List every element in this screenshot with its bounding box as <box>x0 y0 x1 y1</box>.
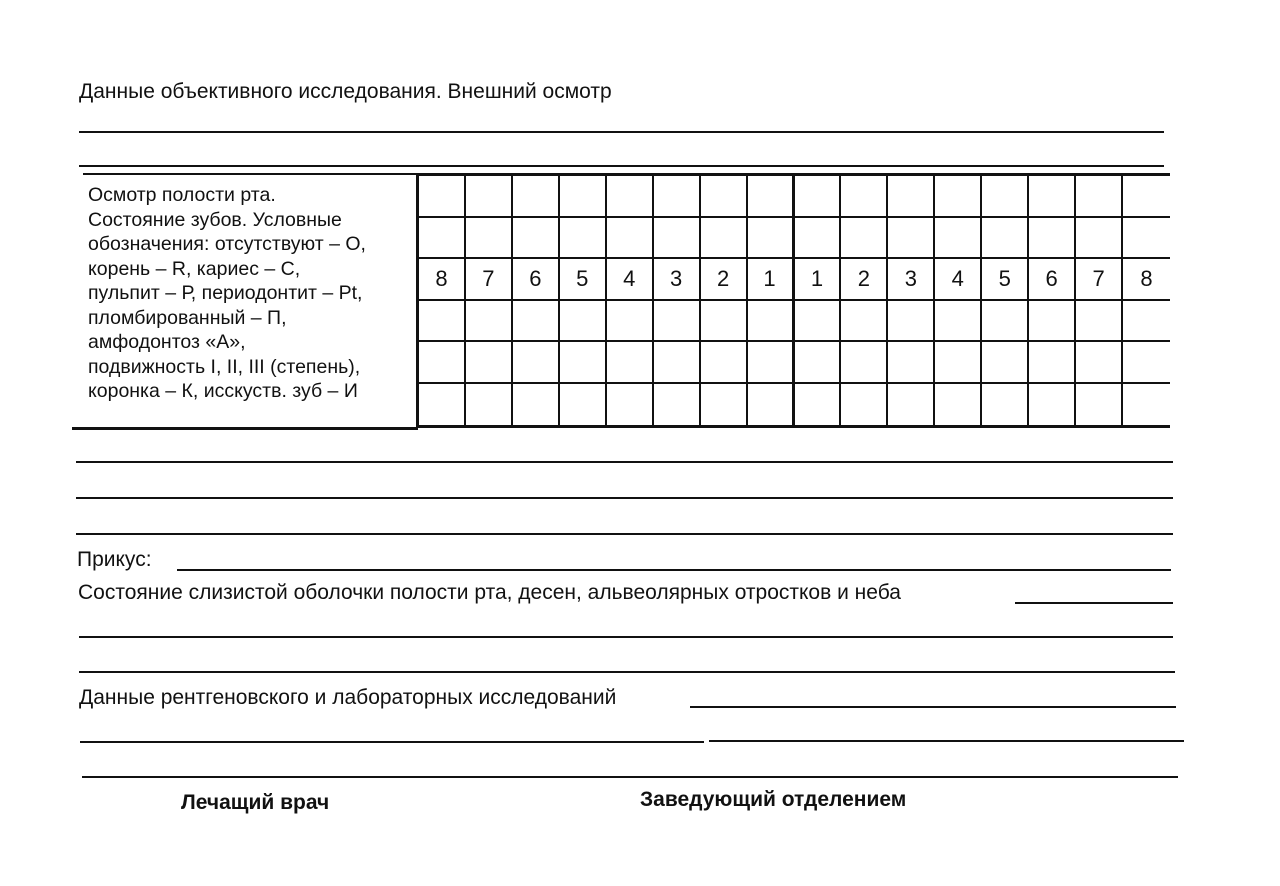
tooth-status-cell[interactable] <box>466 218 513 260</box>
tooth-number-cell: 5 <box>560 259 607 301</box>
xray-field-line[interactable] <box>690 706 1176 708</box>
tooth-status-cell[interactable] <box>935 176 982 218</box>
tooth-status-cell[interactable] <box>795 342 842 384</box>
tooth-status-cell[interactable] <box>466 342 513 384</box>
tooth-number-cell: 7 <box>1076 259 1123 301</box>
attending-doctor-label: Лечащий врач <box>181 791 330 814</box>
tooth-status-cell[interactable] <box>419 176 466 218</box>
tooth-legend-line: корень – R, кариес – С, <box>88 257 301 280</box>
xray-line-right[interactable] <box>709 740 1184 742</box>
tooth-legend-line: амфодонтоз «А», <box>88 331 246 353</box>
tooth-status-cell[interactable] <box>935 218 982 260</box>
tooth-number-cell: 2 <box>841 259 888 301</box>
tooth-status-cell[interactable] <box>748 342 795 384</box>
tooth-status-cell[interactable] <box>841 301 888 343</box>
tooth-number-cell: 3 <box>654 259 701 301</box>
tooth-status-cell[interactable] <box>982 176 1029 218</box>
tooth-legend-line: Состояние зубов. Условные <box>88 208 342 231</box>
tooth-status-cell[interactable] <box>841 218 888 260</box>
tooth-status-cell[interactable] <box>982 218 1029 260</box>
tooth-status-cell[interactable] <box>795 176 842 218</box>
tooth-status-cell[interactable] <box>888 176 935 218</box>
tooth-status-cell[interactable] <box>795 301 842 343</box>
tooth-legend-line: обозначения: отсутствуют – О, <box>88 233 366 255</box>
head-of-department-label: Заведующий отделением <box>640 788 907 811</box>
tooth-status-cell[interactable] <box>982 384 1029 426</box>
tooth-status-cell[interactable] <box>513 301 560 343</box>
xray-line-3[interactable] <box>82 776 1178 778</box>
tooth-status-cell[interactable] <box>607 301 654 343</box>
tooth-status-cell[interactable] <box>1029 176 1076 218</box>
tooth-number-cell: 8 <box>419 259 466 301</box>
tooth-status-cell[interactable] <box>935 301 982 343</box>
tooth-status-cell[interactable] <box>419 342 466 384</box>
tooth-status-cell[interactable] <box>841 342 888 384</box>
tooth-status-cell[interactable] <box>1123 301 1170 343</box>
tooth-status-cell[interactable] <box>1076 301 1123 343</box>
tooth-status-cell[interactable] <box>560 342 607 384</box>
tooth-status-cell[interactable] <box>888 301 935 343</box>
blank-line[interactable] <box>76 533 1173 535</box>
tooth-status-cell[interactable] <box>1029 301 1076 343</box>
tooth-legend-line: пломбированный – П, <box>88 306 287 329</box>
tooth-number-cell: 8 <box>1123 259 1170 301</box>
tooth-status-cell[interactable] <box>795 218 842 260</box>
tooth-status-cell[interactable] <box>419 301 466 343</box>
tooth-status-cell[interactable] <box>1123 176 1170 218</box>
mucosa-line-2[interactable] <box>79 636 1173 638</box>
tooth-status-cell[interactable] <box>513 384 560 426</box>
xray-label: Данные рентгеновского и лабораторных исследований <box>79 686 617 709</box>
tooth-number-cell: 6 <box>1029 259 1076 301</box>
tooth-status-cell[interactable] <box>1076 342 1123 384</box>
tooth-status-cell[interactable] <box>748 176 795 218</box>
tooth-status-cell[interactable] <box>982 342 1029 384</box>
tooth-status-cell[interactable] <box>607 384 654 426</box>
tooth-status-cell[interactable] <box>1076 176 1123 218</box>
tooth-number-cell: 6 <box>513 259 560 301</box>
tooth-legend-line: коронка – К, исскуств. зуб – И <box>88 380 358 402</box>
tooth-status-cell[interactable] <box>1029 342 1076 384</box>
tooth-number-cell: 1 <box>748 259 795 301</box>
tooth-status-cell[interactable] <box>1029 384 1076 426</box>
tooth-status-cell[interactable] <box>982 301 1029 343</box>
tooth-status-cell[interactable] <box>654 384 701 426</box>
tooth-status-cell[interactable] <box>654 218 701 260</box>
tooth-status-cell[interactable] <box>748 218 795 260</box>
tooth-status-cell[interactable] <box>748 301 795 343</box>
tooth-status-cell[interactable] <box>654 301 701 343</box>
tooth-status-cell[interactable] <box>701 218 748 260</box>
tooth-status-cell[interactable] <box>560 176 607 218</box>
tooth-status-cell[interactable] <box>607 342 654 384</box>
tooth-status-cell[interactable] <box>560 384 607 426</box>
tooth-status-cell[interactable] <box>419 218 466 260</box>
tooth-status-cell[interactable] <box>1076 218 1123 260</box>
tooth-status-cell[interactable] <box>701 176 748 218</box>
tooth-status-cell[interactable] <box>560 301 607 343</box>
mucosa-line-3[interactable] <box>79 671 1175 673</box>
mucosa-label: Состояние слизистой оболочки полости рта, десен, альвеолярных отростков и неба <box>78 581 901 604</box>
tooth-status-cell[interactable] <box>607 176 654 218</box>
mucosa-field-line[interactable] <box>1015 602 1173 604</box>
tooth-status-cell[interactable] <box>748 384 795 426</box>
tooth-status-cell[interactable] <box>513 342 560 384</box>
objective-exam-label: Данные объективного исследования. Внешний осмотр <box>79 80 612 103</box>
tooth-status-cell[interactable] <box>701 342 748 384</box>
tooth-status-cell[interactable] <box>654 342 701 384</box>
tooth-number-cell: 4 <box>935 259 982 301</box>
blank-line[interactable] <box>76 461 1173 463</box>
tooth-number-cell: 5 <box>982 259 1029 301</box>
tooth-status-cell[interactable] <box>888 384 935 426</box>
tooth-number-cell: 1 <box>795 259 842 301</box>
tooth-status-cell[interactable] <box>701 384 748 426</box>
objective-exam-line-2[interactable] <box>79 165 1164 167</box>
tooth-status-cell[interactable] <box>1076 384 1123 426</box>
tooth-status-cell[interactable] <box>1123 384 1170 426</box>
tooth-status-cell[interactable] <box>654 176 701 218</box>
tooth-legend-line: пульпит – Р, периодонтит – Pt, <box>88 282 363 304</box>
tooth-status-cell[interactable] <box>560 218 607 260</box>
tooth-status-cell[interactable] <box>841 176 888 218</box>
tooth-status-cell[interactable] <box>466 301 513 343</box>
dental-chart <box>416 174 1170 428</box>
tooth-status-cell[interactable] <box>419 384 466 426</box>
tooth-status-cell[interactable] <box>1123 218 1170 260</box>
tooth-status-cell[interactable] <box>466 176 513 218</box>
blank-line[interactable] <box>76 497 1173 499</box>
tooth-status-cell[interactable] <box>466 384 513 426</box>
tooth-number-cell: 3 <box>888 259 935 301</box>
tooth-status-cell[interactable] <box>513 176 560 218</box>
tooth-legend-line: Осмотр полости рта. <box>88 184 276 206</box>
tooth-status-cell[interactable] <box>1029 218 1076 260</box>
bite-label: Прикус: <box>77 548 152 571</box>
tooth-number-cell: 2 <box>701 259 748 301</box>
bite-field-line[interactable] <box>177 569 1171 571</box>
tooth-number-cell: 7 <box>466 259 513 301</box>
tooth-status-cell[interactable] <box>795 384 842 426</box>
tooth-status-cell[interactable] <box>935 384 982 426</box>
tooth-status-cell[interactable] <box>935 342 982 384</box>
chart-bottom-border <box>72 427 418 430</box>
objective-exam-line-1[interactable] <box>79 131 1164 133</box>
tooth-status-cell[interactable] <box>1123 342 1170 384</box>
tooth-number-cell: 4 <box>607 259 654 301</box>
tooth-legend-line: подвижность I, II, III (степень), <box>88 355 361 378</box>
tooth-legend <box>88 183 410 404</box>
tooth-status-cell[interactable] <box>841 384 888 426</box>
tooth-status-cell[interactable] <box>888 218 935 260</box>
tooth-status-cell[interactable] <box>607 218 654 260</box>
tooth-status-cell[interactable] <box>513 218 560 260</box>
tooth-status-cell[interactable] <box>888 342 935 384</box>
tooth-status-cell[interactable] <box>701 301 748 343</box>
xray-line-left[interactable] <box>80 741 704 743</box>
